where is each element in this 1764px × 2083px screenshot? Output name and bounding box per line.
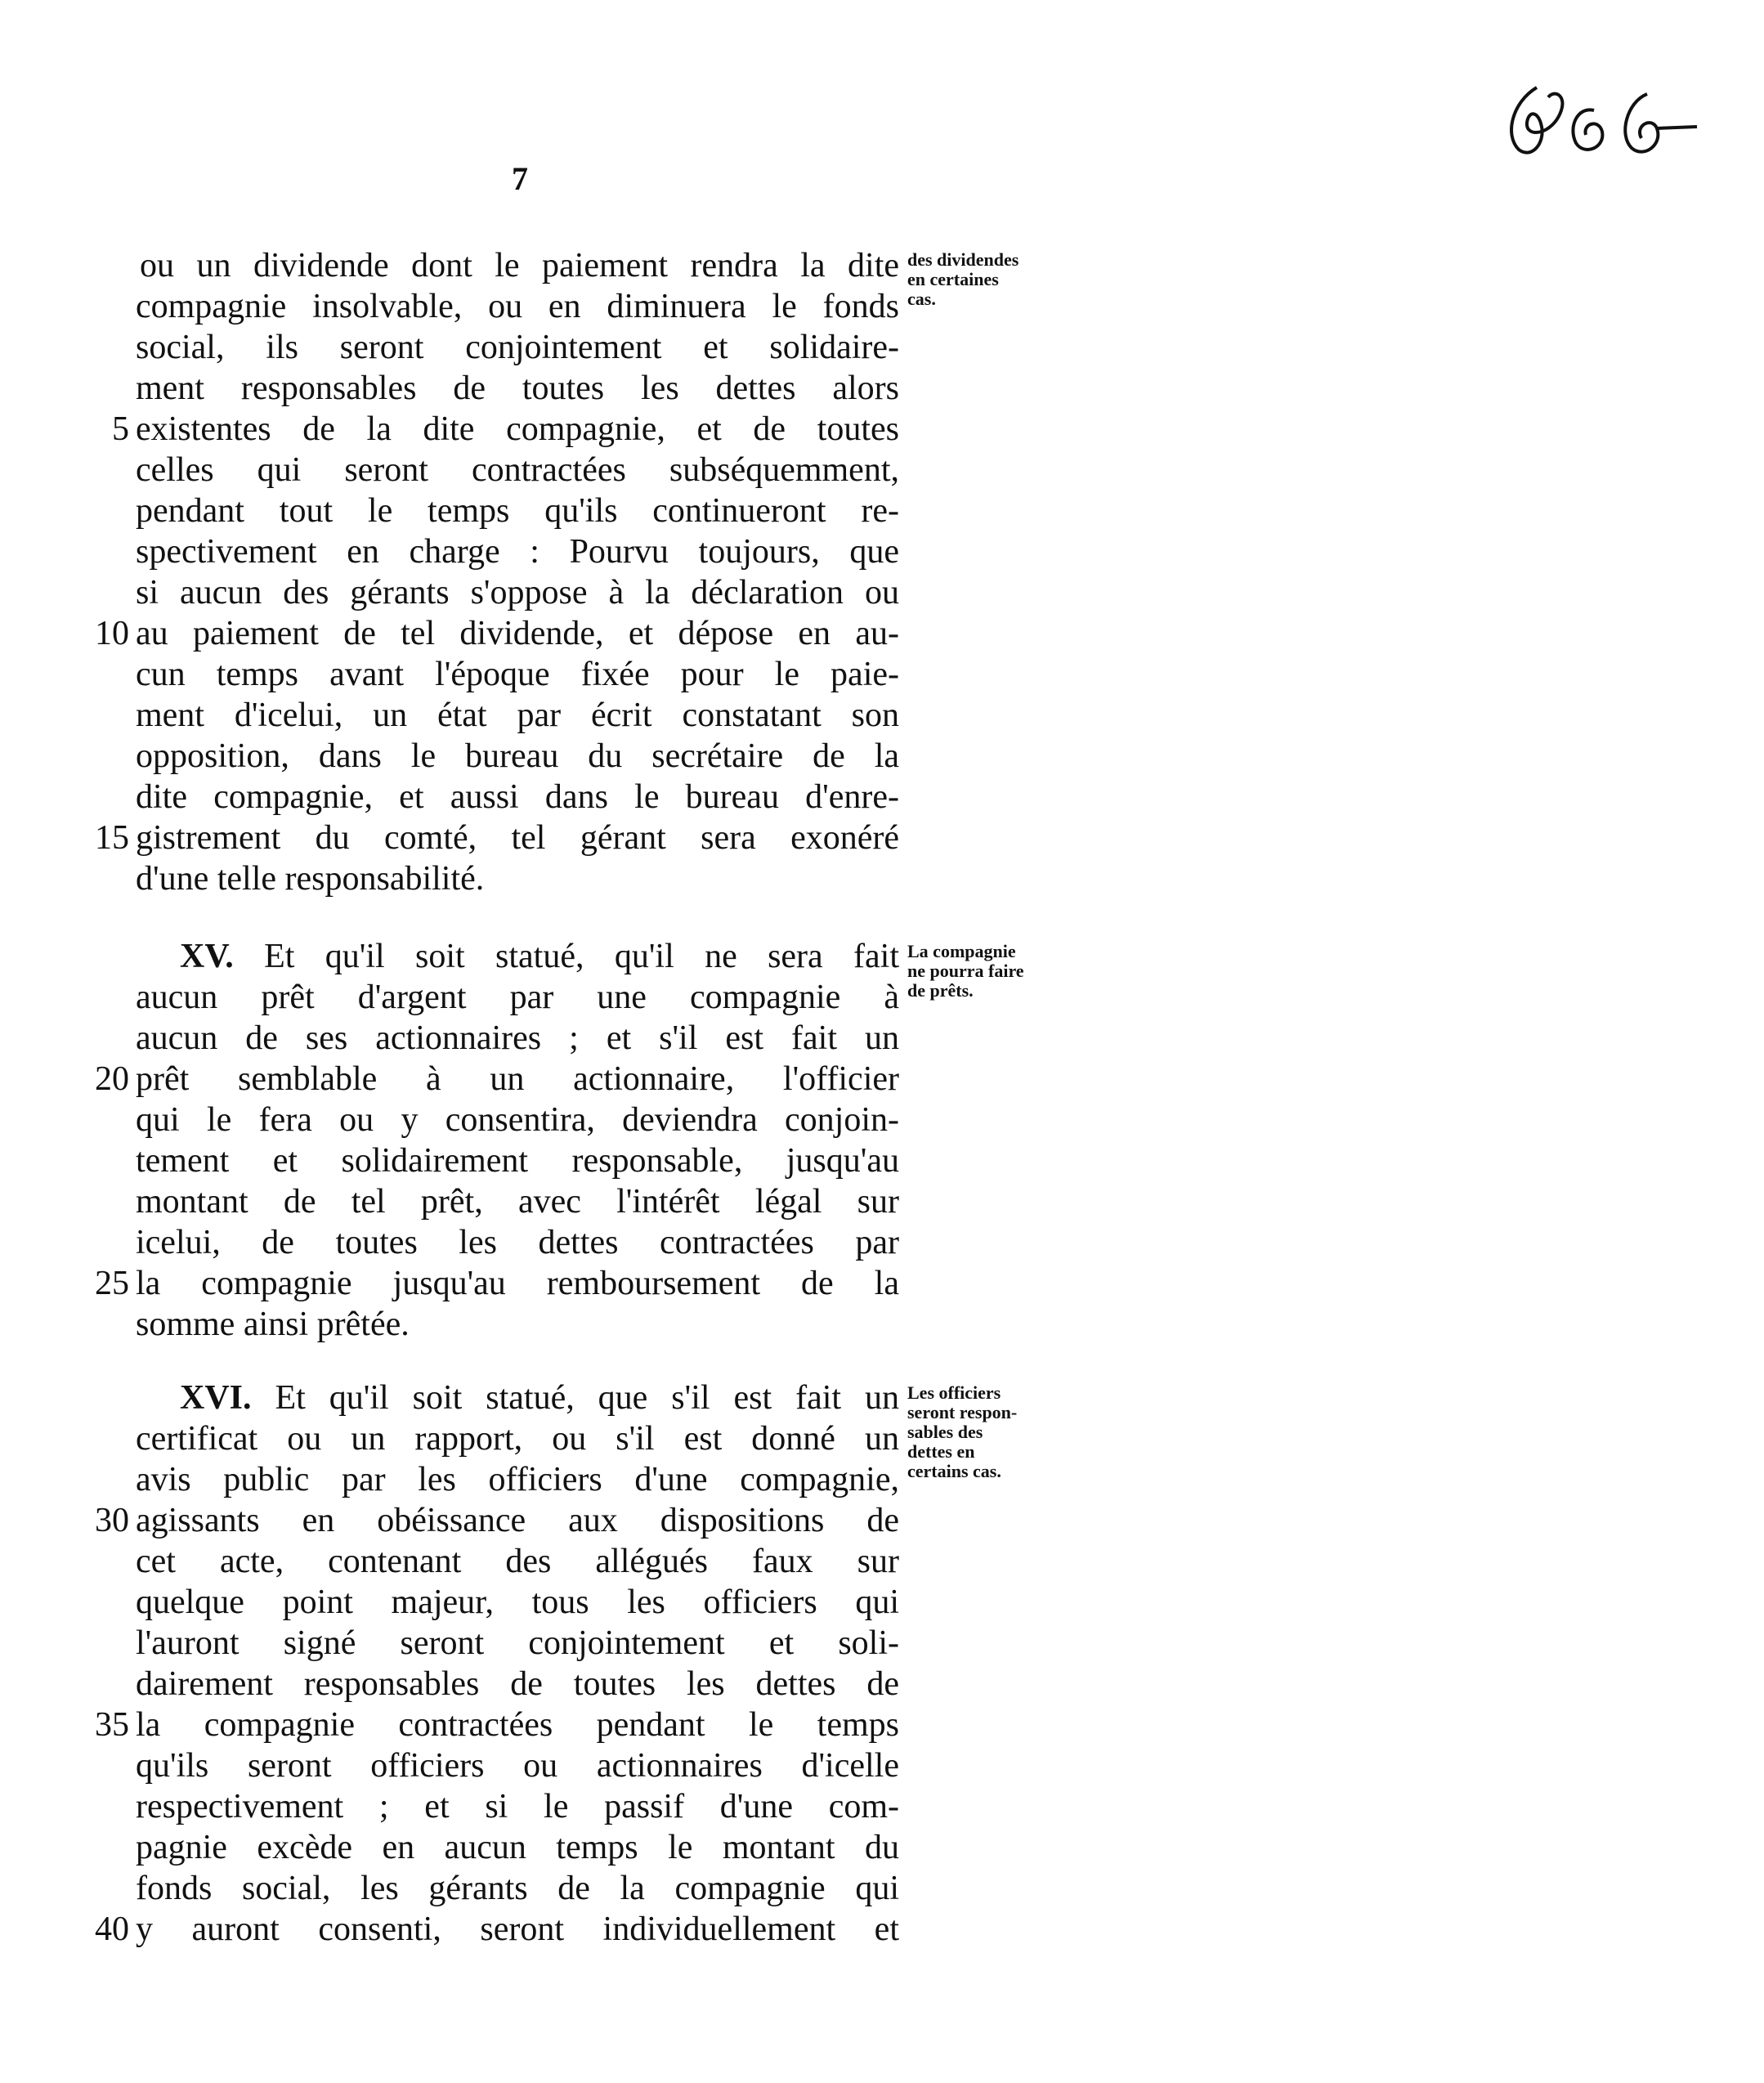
text-line: agissants en obéissance aux dispositions de — [136, 1502, 899, 1539]
margin-note-line: cas. — [907, 289, 936, 309]
margin-note-line: en certaines — [907, 269, 999, 289]
text-line: d'une telle responsabilité. — [136, 860, 485, 898]
text-line: aucun de ses actionnaires ; et s'il est fait un — [136, 1019, 899, 1057]
text-line: existentes de la dite compagnie, et de toutes — [136, 410, 899, 448]
text-line: pendant tout le temps qu'ils continueront re- — [136, 492, 899, 530]
text-line: l'auront signé seront conjointement et soli- — [136, 1624, 899, 1662]
text-line: ou un dividende dont le paiement rendra la dite — [140, 247, 899, 284]
text-line: dite compagnie, et aussi dans le bureau d'enre- — [136, 778, 899, 816]
text-line: si aucun des gérants s'oppose à la déclaration ou — [136, 574, 899, 611]
text-line: qu'ils seront officiers ou actionnaires d'icelle — [136, 1747, 899, 1785]
text-line: compagnie insolvable, ou en diminuera le fonds — [136, 288, 899, 325]
text-line: certificat ou un rapport, ou s'il est donné un — [136, 1420, 899, 1458]
margin-note-line: de prêts. — [907, 980, 974, 1001]
text-line: fonds social, les gérants de la compagnie qui — [136, 1870, 899, 1907]
margin-note-line: seront respon- — [907, 1402, 1018, 1422]
text-line: dairement responsables de toutes les dettes de — [136, 1665, 899, 1703]
text-line: la compagnie contractées pendant le temps — [136, 1706, 899, 1744]
text-line: respectivement ; et si le passif d'une com- — [136, 1788, 899, 1825]
text-line: somme ainsi prêtée. — [136, 1306, 410, 1343]
margin-note-line: Les officiers — [907, 1382, 1001, 1403]
line-number: 35 — [95, 1706, 129, 1744]
text-line: ment d'icelui, un état par écrit constatant son — [136, 697, 899, 734]
text-line: qui le fera ou y consentira, deviendra conjoin- — [136, 1101, 899, 1139]
line-number: 20 — [95, 1060, 129, 1098]
text-line: cet acte, contenant des allégués faux sur — [136, 1543, 899, 1580]
section-number: XVI. — [180, 1379, 252, 1417]
margin-note-line: ne pourra faire — [907, 961, 1024, 981]
text-line: au paiement de tel dividende, et dépose en au- — [136, 615, 899, 652]
text-line: cun temps avant l'époque fixée pour le paie- — [136, 656, 899, 693]
page-number: 7 — [512, 160, 528, 197]
line-number: 15 — [95, 819, 129, 857]
line-number: 30 — [95, 1502, 129, 1539]
text-line: avis public par les officiers d'une compagnie, — [136, 1461, 899, 1498]
section-number: XV. — [180, 938, 234, 975]
margin-note — [907, 250, 1087, 309]
text-line-section-start — [136, 936, 899, 977]
text-line: y auront consenti, seront individuellement et — [136, 1911, 899, 1948]
margin-note-line: certains cas. — [907, 1461, 1001, 1481]
text-line: montant de tel prêt, avec l'intérêt légal sur — [136, 1183, 899, 1221]
margin-note — [907, 942, 1087, 1001]
text-line: quelque point majeur, tous les officiers qui — [136, 1584, 899, 1621]
margin-note-line: des dividendes — [907, 249, 1019, 270]
text-line: ment responsables de toutes les dettes alors — [136, 370, 899, 407]
margin-note — [907, 1383, 1087, 1481]
text-line: celles qui seront contractées subséquemment, — [136, 451, 899, 489]
margin-note-line: dettes en — [907, 1441, 975, 1462]
line-number: 40 — [95, 1911, 129, 1948]
line-number: 10 — [95, 615, 129, 652]
text-line: prêt semblable à un actionnaire, l'officier — [136, 1060, 899, 1098]
margin-note-line: sables des — [907, 1422, 983, 1442]
line-number: 25 — [95, 1265, 129, 1302]
text-line: aucun prêt d'argent par une compagnie à — [136, 979, 899, 1016]
text-line: opposition, dans le bureau du secrétaire de la — [136, 737, 899, 775]
text-line: la compagnie jusqu'au remboursement de la — [136, 1265, 899, 1302]
text-line: pagnie excède en aucun temps le montant du — [136, 1829, 899, 1866]
text-line: Et qu'il soit statué, qu'il ne sera fait — [264, 938, 899, 975]
text-line: Et qu'il soit statué, que s'il est fait un — [275, 1379, 900, 1417]
text-line-section-start — [136, 1377, 899, 1418]
text-line: icelui, de toutes les dettes contractées par — [136, 1224, 899, 1261]
text-line: gistrement du comté, tel gérant sera exonéré — [136, 819, 899, 857]
margin-note-line: La compagnie — [907, 941, 1016, 961]
text-line: social, ils seront conjointement et solidaire- — [136, 329, 899, 366]
text-line: tement et solidairement responsable, jusqu'au — [136, 1142, 899, 1180]
line-number: 5 — [112, 410, 129, 448]
text-line: spectivement en charge : Pourvu toujours, que — [136, 533, 899, 571]
handwritten-folio-mark — [1504, 78, 1700, 168]
